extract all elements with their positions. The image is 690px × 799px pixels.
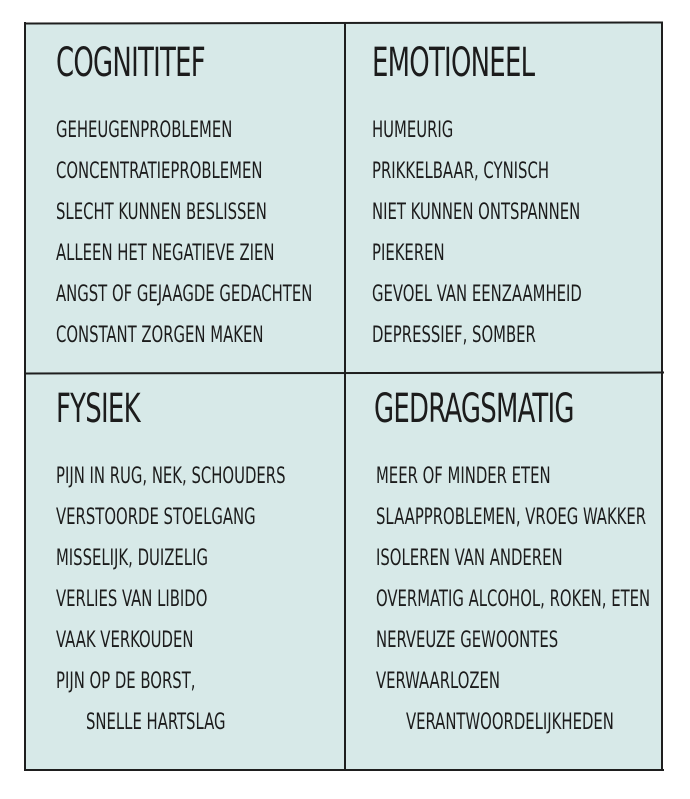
list-item: DEPRESSIEF, SOMBER (372, 323, 536, 348)
title-cognitief: COGNITITEF (56, 40, 205, 86)
list-item: PRIKKELBAAR, CYNISCH (372, 159, 550, 184)
list-item: NERVEUZE GEWOONTES (376, 628, 559, 653)
list-gedragsmatig (376, 462, 690, 749)
list-item: VERSTOORDE STOELGANG (56, 505, 256, 530)
list-item: GEVOEL VAN EENZAAMHEID (372, 282, 582, 307)
list-item: OVERMATIG ALCOHOL, ROKEN, ETEN (376, 587, 651, 612)
list-item: CONCENTRATIEPROBLEMEN (56, 159, 263, 184)
list-item: PIJN OP DE BORST, (56, 669, 196, 694)
list-item: VERLIES VAN LIBIDO (56, 587, 208, 612)
title-gedragsmatig: GEDRAGSMATIG (374, 386, 574, 432)
left-border (24, 22, 26, 771)
title-emotioneel: EMOTIONEEL (372, 40, 535, 86)
list-item: PIJN IN RUG, NEK, SCHOUDERS (56, 464, 286, 489)
list-item: VERANTWOORDELIJKHEDEN (406, 710, 614, 735)
list-item: HUMEURIG (372, 118, 454, 143)
list-fysiek (56, 462, 362, 749)
list-item: NIET KUNNEN ONTSPANNEN (372, 200, 581, 225)
list-item: ANGST OF GEJAAGDE GEDACHTEN (56, 282, 313, 307)
list-item: CONSTANT ZORGEN MAKEN (56, 323, 264, 348)
list-item: MEER OF MINDER ETEN (376, 464, 551, 489)
list-item: SLECHT KUNNEN BESLISSEN (56, 200, 267, 225)
list-item: VERWAARLOZEN (376, 669, 501, 694)
list-emotioneel (372, 116, 652, 362)
list-item: PIEKEREN (372, 241, 445, 266)
list-item: ISOLEREN VAN ANDEREN (376, 546, 563, 571)
list-item: VAAK VERKOUDEN (56, 628, 194, 653)
list-item: SNELLE HARTSLAG (86, 710, 226, 735)
title-fysiek: FYSIEK (56, 386, 140, 432)
list-item: ALLEEN HET NEGATIEVE ZIEN (56, 241, 275, 266)
list-cognitief (56, 116, 398, 362)
list-item: GEHEUGENPROBLEMEN (56, 118, 233, 143)
list-item: SLAAPPROBLEMEN, VROEG WAKKER (376, 505, 647, 530)
list-item: MISSELIJK, DUIZELIG (56, 546, 208, 571)
